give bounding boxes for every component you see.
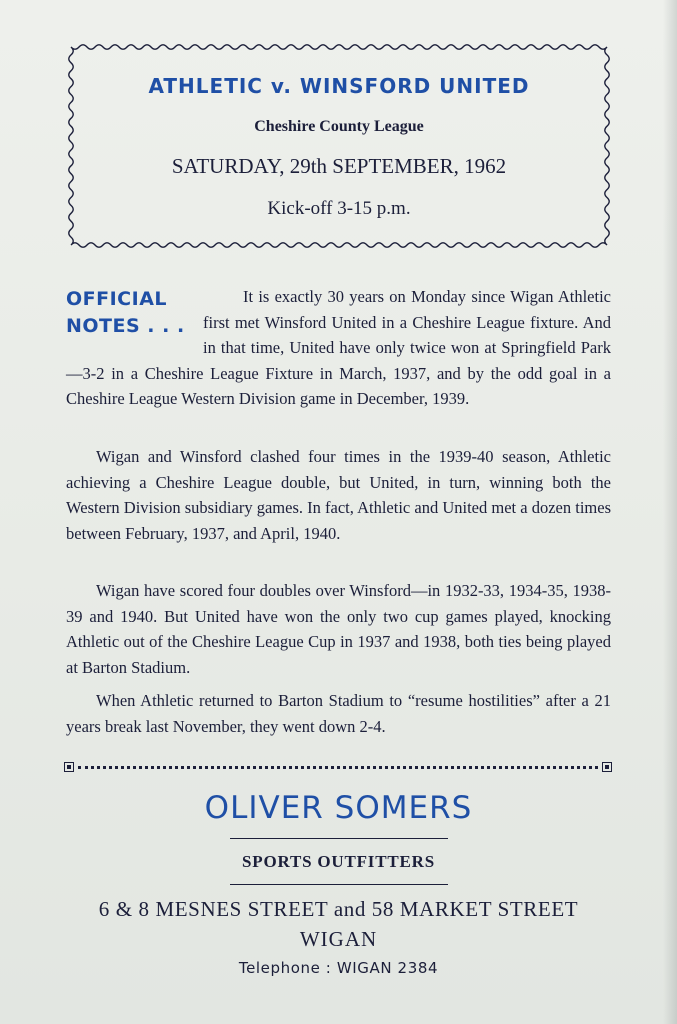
divider-left-square — [64, 762, 74, 772]
notes-heading-line-1: OFFICIAL — [66, 288, 168, 310]
divider-right-square — [602, 762, 612, 772]
notes-paragraph-4: When Athletic returned to Barton Stadium to “resume hostilities” after a 21 years break last November, they went down 2-4. — [66, 691, 611, 736]
advert-rule-top — [230, 838, 448, 839]
league-name: Cheshire County League — [254, 118, 424, 135]
match-header-box — [68, 44, 610, 248]
notes-heading-line-2: NOTES . . . — [66, 315, 185, 337]
match-title: ATHLETIC v. WINSFORD UNITED — [148, 74, 530, 98]
match-date: SATURDAY, 29th SEPTEMBER, 1962 — [171, 154, 507, 178]
notes-paragraph-3: Wigan have scored four doubles over Winsford—in 1932-33, 1934-35, 1938-39 and 1940. But United have won the only two cup games played, knocking Athletic out of the Cheshire League Cup in 1937 and 1938, both ties being played at Barton Stadium. — [66, 581, 611, 677]
divider-dots — [78, 766, 598, 769]
advert-rule-bottom — [230, 884, 448, 885]
kickoff-time: Kick-off 3-15 p.m. — [267, 198, 411, 219]
dotted-divider — [64, 760, 612, 774]
advert-tagline: SPORTS OUTFITTERS — [242, 852, 435, 871]
advertiser-name: OLIVER SOMERS — [204, 790, 473, 826]
notes-paragraph-1-text: It is exactly 30 years on Monday since Wigan Athletic first met Winsford United in a Cheshire League fixture. And in that time, United have only twice won at Springfield Park—3-2 in a Cheshire League Fixture in March, 1937, and by the odd goal in a Cheshire League Western Division game in December, 1939. — [66, 287, 611, 408]
advert-town: WIGAN — [299, 927, 378, 951]
notes-paragraph-2: Wigan and Winsford clashed four times in the 1939-40 season, Athletic achieving a Cheshire League double, but United, in turn, winning both the Western Division subsidiary games. In fact, Athletic and United met a dozen times between February, 1937, and April, 1940. — [66, 447, 611, 543]
notes-paragraph-1 — [66, 284, 611, 412]
advert-address: 6 & 8 MESNES STREET and 58 MARKET STREET — [98, 897, 579, 921]
advert-telephone: Telephone : WIGAN 2384 — [238, 959, 439, 977]
